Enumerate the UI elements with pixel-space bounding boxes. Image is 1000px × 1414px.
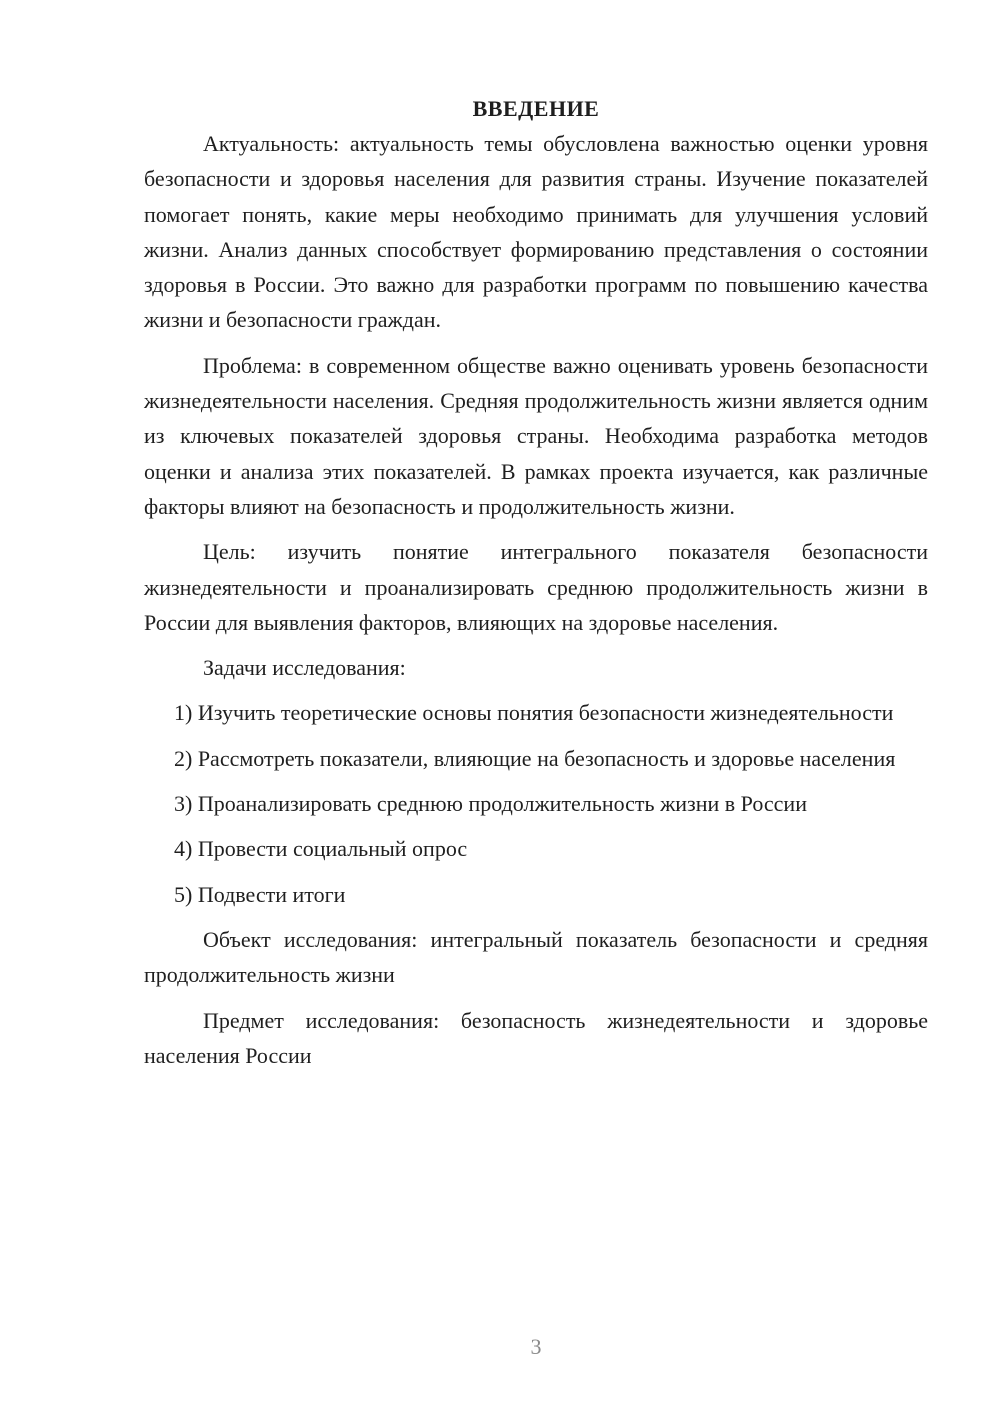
goal-paragraph: Цель: изучить понятие интегрального показателя безопасности жизнедеятельности и проанализировать среднюю продолжительность жизни в России для выявления факторов, влияющих на здоровье населения. xyxy=(144,539,928,635)
tasks-intro: Задачи исследования: xyxy=(203,655,406,681)
list-item: 2) Рассмотреть показатели, влияющие на безопасность и здоровье населения xyxy=(174,745,896,771)
page-title: ВВЕДЕНИЕ xyxy=(472,96,600,121)
document-page xyxy=(144,92,928,1083)
list-item: 4) Провести социальный опрос xyxy=(174,836,468,862)
list-item: 5) Подвести итоги xyxy=(174,881,346,907)
problem-paragraph: Проблема: в современном обществе важно оценивать уровень безопасности жизнедеятельности населения. Средняя продолжительность жизни является одним из ключевых показателей здоровья страны. Необходима разработка методов оценки и анализа этих показателей. В рамках проекта изучается, как различные факторы влияют на безопасность и продолжительность жизни. xyxy=(144,352,928,519)
list-item: 1) Изучить теоретические основы понятия безопасности жизнедеятельности xyxy=(174,700,894,726)
relevance-paragraph: Актуальность: актуальность темы обусловлена важностью оценки уровня безопасности и здоровья населения для развития страны. Изучение показателей помогает понять, какие меры необходимо принимать для улучшения условий жизни. Анализ данных способствует формированию представления о состоянии здоровья в России. Это важно для разработки программ по повышению качества жизни и безопасности граждан. xyxy=(144,131,928,333)
object-paragraph: Объект исследования: интегральный показатель безопасности и средняя продолжительность жизни xyxy=(144,926,928,988)
subject-paragraph: Предмет исследования: безопасность жизнедеятельности и здоровье населения России xyxy=(144,1007,928,1068)
page-number: 3 xyxy=(530,1334,542,1359)
list-item: 3) Проанализировать среднюю продолжительность жизни в России xyxy=(174,791,807,817)
tasks-list xyxy=(144,695,928,911)
